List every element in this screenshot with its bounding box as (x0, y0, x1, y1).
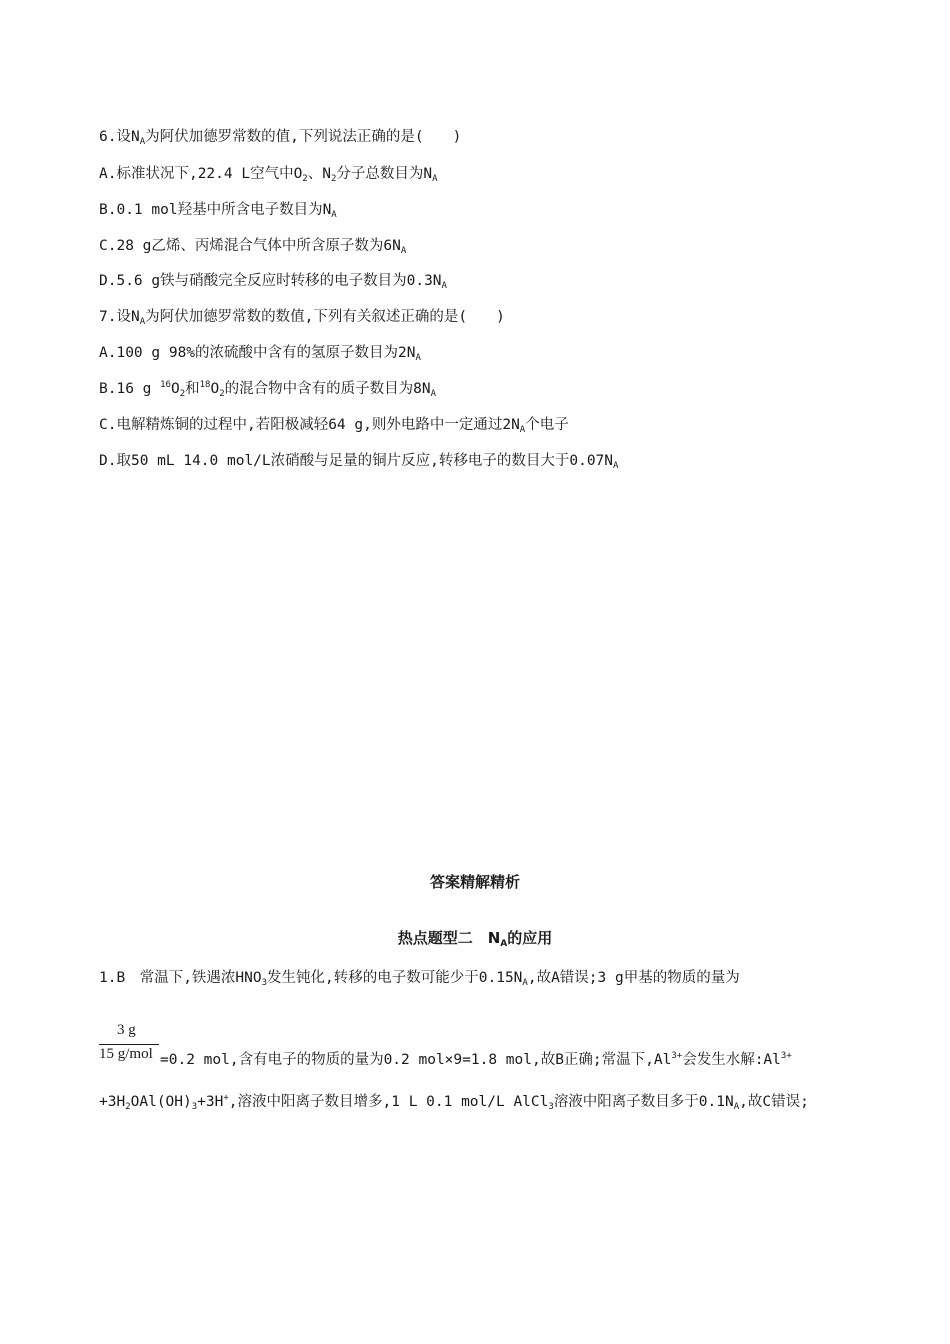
question-7-option-b: B.16 g $^{16}O_2$和$^{18}O_2$的混合物中含有的质子数目为$8N_A$ (99, 380, 436, 399)
answer-1-line-2: =0.2 mol,含有电子的物质的量为0.2 mol×9=1.8 mol,故B正确;常温下$,Al^{3+}$会发生水解$:Al^{3+}$ (160, 1051, 792, 1068)
fraction-bar (99, 1044, 159, 1045)
question-6-option-b: B.0.1 mol羟基中所含电子数目为$N_A$ (99, 202, 337, 220)
question-7-option-c: C.电解精炼铜的过程中,若阳极减轻64 g,则外电路中一定通过$2N_A$个电子 (99, 417, 569, 435)
question-7-stem: 7.设$N_A$为阿伏加德罗常数的数值,下列有关叙述正确的是( ) (99, 309, 505, 327)
question-6-stem: 6.设$N_A$为阿伏加德罗常数的值,下列说法正确的是( ) (99, 129, 462, 147)
fraction-numerator: 3 g (117, 1022, 136, 1038)
answer-1-line-1: 1.B 常温下,铁遇浓$HNO_3$发生钝化,转移的电子数可能少于$0.15N_A$,故A错误;3 g甲基的物质的量为 (99, 970, 740, 988)
question-6-option-c: C.28 g乙烯、丙烯混合气体中所含原子数为$6N_A$ (99, 238, 407, 256)
question-7-option-d: D.取50 mL 14.0 mol/L浓硝酸与足量的铜片反应,转移电子的数目大于$0.07N_A$ (99, 453, 619, 471)
question-7-option-a: A.100 g 98%的浓硫酸中含有的氢原子数目为$2N_A$ (99, 345, 421, 363)
answer-title: 答案精解精析 (429, 873, 520, 891)
question-6-option-a: A.标准状况下,22.4 L空气中$O_2$、$N_2$分子总数目为$N_A$ (99, 166, 438, 184)
question-6-option-d: D.5.6 g铁与硝酸完全反应时转移的电子数目为$0.3N_A$ (99, 273, 447, 291)
answer-1-line-3: $+3H_2OAl(OH)_3+3H^+$,溶液中阳离子数目增多,1 L 0.1 mol/L AlCl$_3$溶液中阳离子数目多于$0.1N_A$,故C错误; (99, 1093, 809, 1112)
fraction-denominator: 15 g/mol (99, 1046, 153, 1062)
section-title: 热点题型二 $N_A$的应用 (397, 929, 553, 949)
